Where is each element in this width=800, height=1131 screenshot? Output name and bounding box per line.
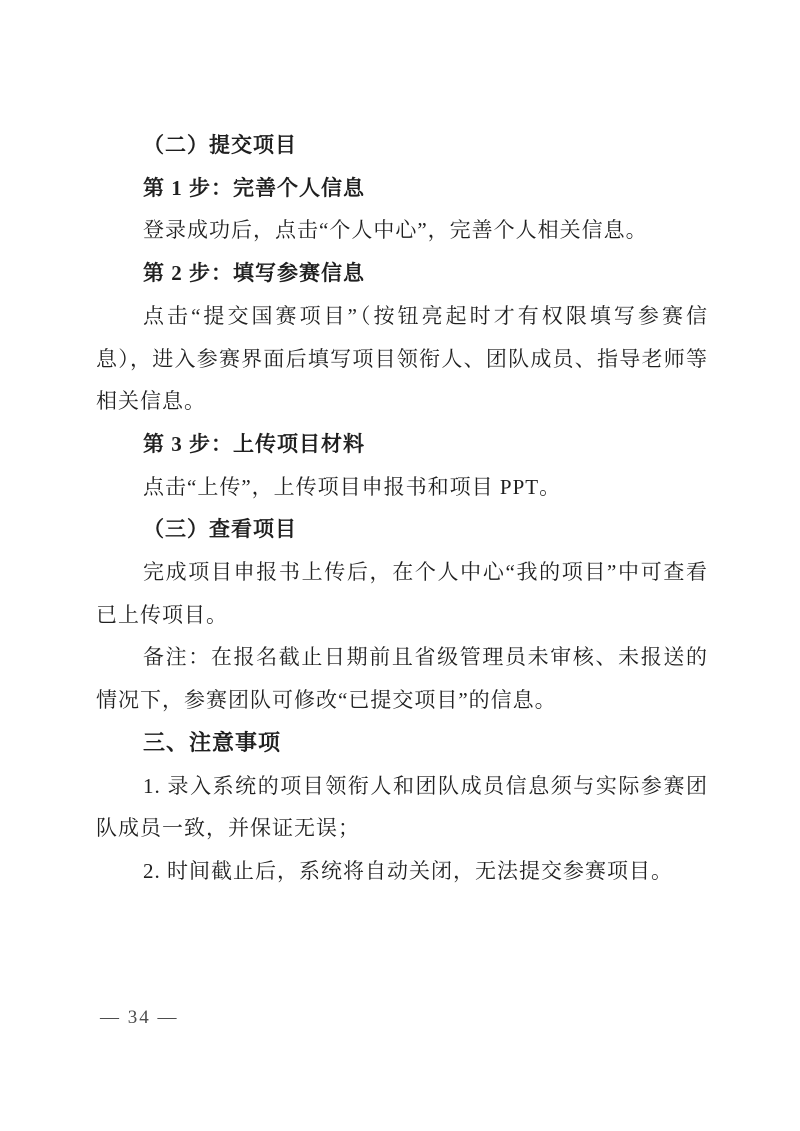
page-number: — 34 — [100, 1007, 179, 1028]
paragraph-remark: 备注：在报名截止日期前且省级管理员未审核、未报送的情况下，参赛团队可修改“已提交项目”的信息。 [96, 645, 708, 713]
paragraph-note-1: 1. 录入系统的项目领衔人和团队成员信息须与实际参赛团队成员一致，并保证无误； [96, 773, 708, 841]
paragraph-step-2-body: 点击“提交国赛项目”（按钮亮起时才有权限填写参赛信息），进入参赛界面后填写项目领衔人、团队成员、指导老师等相关信息。 [96, 303, 708, 414]
section-heading-view-project: （三）查看项目 [143, 517, 297, 542]
step-heading-3: 第 3 步：上传项目材料 [143, 431, 365, 456]
step-heading-1: 第 1 步：完善个人信息 [143, 175, 365, 200]
section-heading-submit-project: （二）提交项目 [143, 133, 297, 157]
paragraph-view-project-body: 完成项目申报书上传后，在个人中心“我的项目”中可查看已上传项目。 [96, 560, 708, 627]
paragraph-note-2: 2. 时间截止后，系统将自动关闭，无法提交参赛项目。 [143, 858, 673, 883]
paragraph-step-1-body: 登录成功后，点击“个人中心”，完善个人相关信息。 [143, 218, 648, 243]
document-body [96, 124, 708, 893]
notes-heading: 三、注意事项 [143, 729, 282, 755]
page-footer [100, 1007, 179, 1029]
step-heading-2: 第 2 步：填写参赛信息 [143, 261, 365, 286]
paragraph-step-3-body: 点击“上传”，上传项目申报书和项目 PPT。 [143, 474, 562, 499]
